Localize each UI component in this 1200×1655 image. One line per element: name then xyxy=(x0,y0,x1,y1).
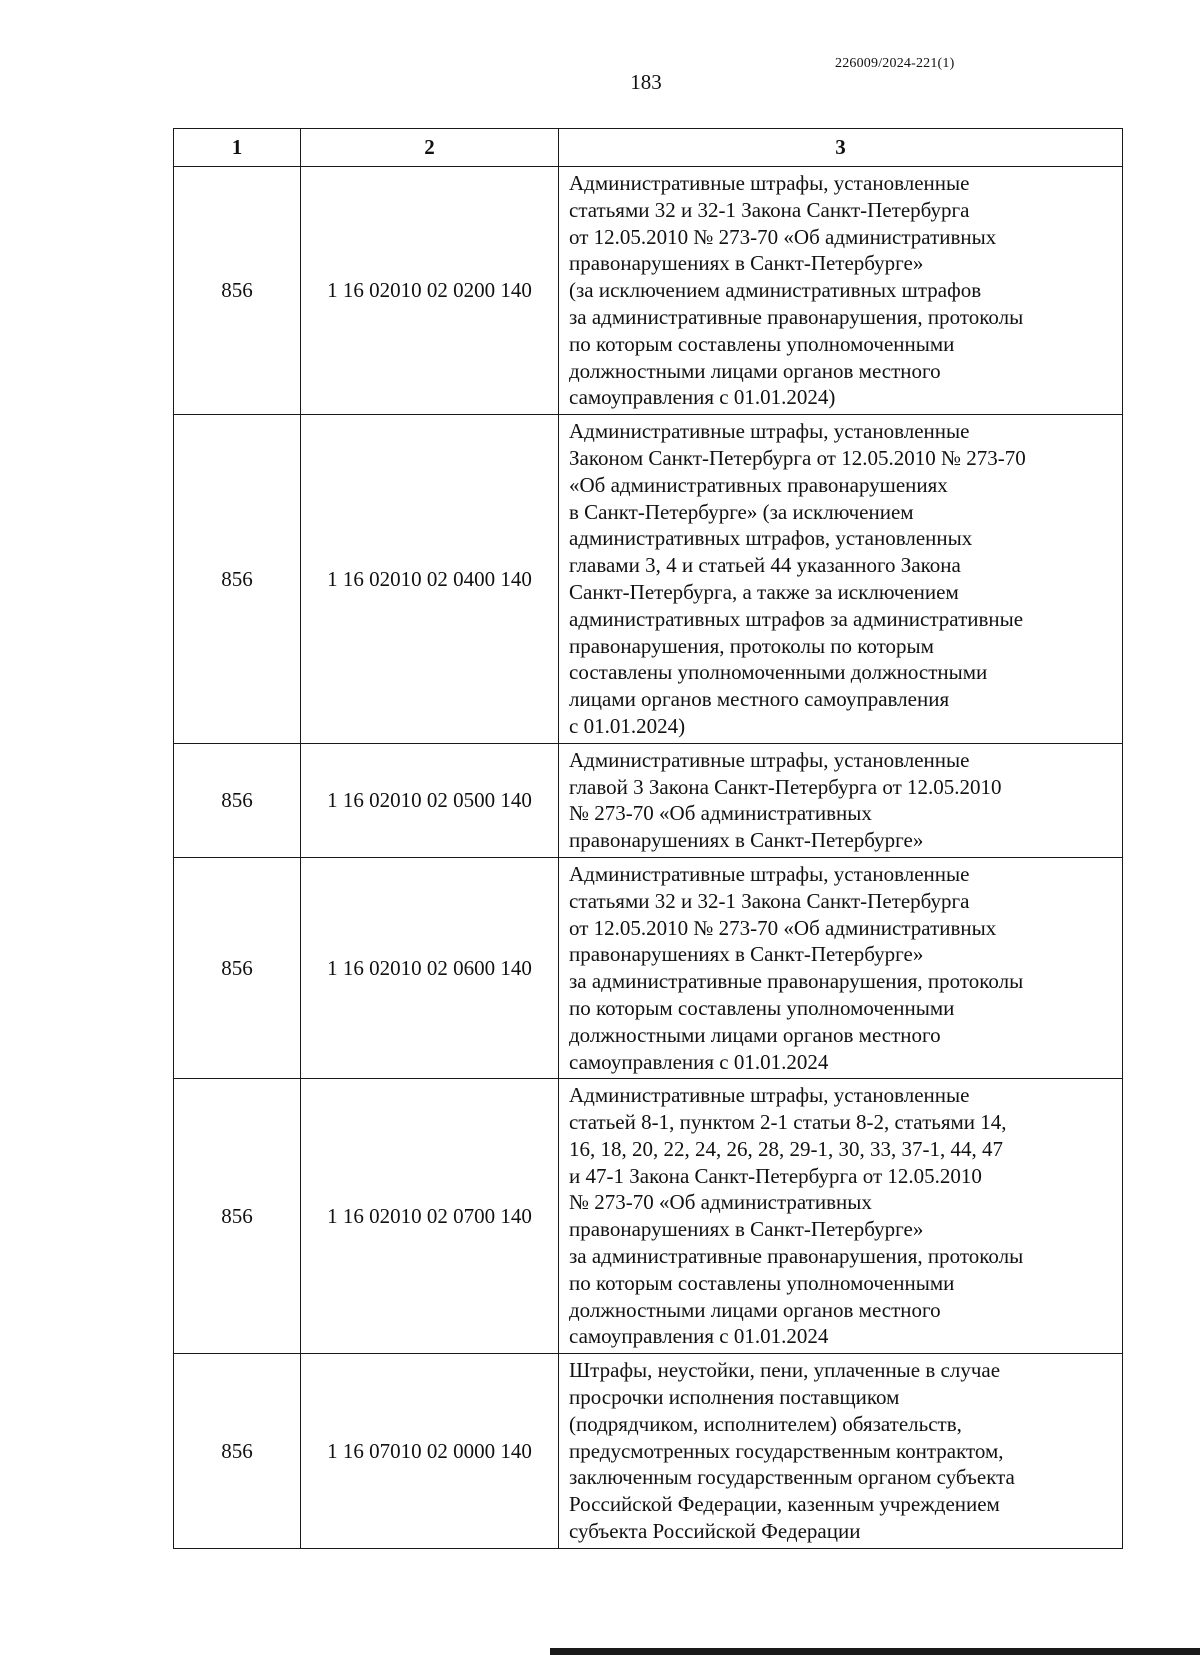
table-body xyxy=(174,167,1123,1549)
description-cell xyxy=(559,743,1123,857)
header-col-3: 3 xyxy=(559,129,1123,167)
description-cell xyxy=(559,1354,1123,1549)
page-number: 183 xyxy=(630,70,662,94)
description-text: Административные штрафы, установленные статьями 32 и 32-1 Закона Санкт-Петербурга от 12.05.2010 № 273-70 «Об административных правонарушениях в Санкт-Петербурге» (за исключением административных штрафов за административные правонарушения, протоколы по которым составлены уполномоченными должностными лицами органов местного самоуправления с 01.01.2024) xyxy=(569,171,1024,410)
admin-code-cell: 856 xyxy=(174,1079,301,1354)
revenue-code-table xyxy=(173,128,1122,1549)
scan-edge-bar xyxy=(550,1648,1200,1655)
description-cell xyxy=(559,857,1123,1078)
description-text: Административные штрафы, установленные Законом Санкт-Петербурга от 12.05.2010 № 273-70 «Об административных правонарушениях в Санкт-Петербурге» (за исключением административных штрафов, установленных главами 3, 4 и статьей 44 указанного Закона Санкт-Петербурга, а также за исключением административных штрафов за административные правонарушения, протоколы по которым составлены уполномоченными должностными лицами органов местного самоуправления с 01.01.2024) xyxy=(569,419,1026,738)
admin-code-cell: 856 xyxy=(174,415,301,744)
budget-code-cell: 1 16 07010 02 0000 140 xyxy=(301,1354,559,1549)
table-row xyxy=(174,857,1123,1078)
header-col-2: 2 xyxy=(301,129,559,167)
budget-code-cell: 1 16 02010 02 0500 140 xyxy=(301,743,559,857)
table xyxy=(173,128,1123,1549)
table-header xyxy=(174,129,1123,167)
document-id: 226009/2024-221(1) xyxy=(835,56,955,71)
admin-code-cell: 856 xyxy=(174,167,301,415)
header-col-1: 1 xyxy=(174,129,301,167)
table-row xyxy=(174,415,1123,744)
table-row xyxy=(174,1354,1123,1549)
table-row xyxy=(174,743,1123,857)
description-text: Административные штрафы, установленные статьей 8-1, пунктом 2-1 статьи 8-2, статьями 14, 16, 18, 20, 22, 24, 26, 28, 29-1, 30, 33, 37-1, 44, 47 и 47-1 Закона Санкт-Петербурга от 12.05.2010 № 273-70 «Об административных правонарушениях в Санкт-Петербурге» за административные правонарушения, протоколы по которым составлены уполномоченными должностными лицами органов местного самоуправления с 01.01.2024 xyxy=(569,1083,1024,1349)
description-cell xyxy=(559,167,1123,415)
budget-code-cell: 1 16 02010 02 0200 140 xyxy=(301,167,559,415)
admin-code-cell: 856 xyxy=(174,743,301,857)
table-row xyxy=(174,167,1123,415)
admin-code-cell: 856 xyxy=(174,1354,301,1549)
table-row xyxy=(174,1079,1123,1354)
description-text: Административные штрафы, установленные статьями 32 и 32-1 Закона Санкт-Петербурга от 12.05.2010 № 273-70 «Об административных правонарушениях в Санкт-Петербурге» за административные правонарушения, протоколы по которым составлены уполномоченными должностными лицами органов местного самоуправления с 01.01.2024 xyxy=(569,861,1024,1074)
budget-code-cell: 1 16 02010 02 0400 140 xyxy=(301,415,559,744)
budget-code-cell: 1 16 02010 02 0700 140 xyxy=(301,1079,559,1354)
description-text: Штрафы, неустойки, пени, уплаченные в случае просрочки исполнения поставщиком (подрядчиком, исполнителем) обязательств, предусмотренных государственным контрактом, заключенным государственным органом субъекта Российской Федерации, казенным учреждением субъекта Российской Федерации xyxy=(569,1358,1015,1544)
description-cell xyxy=(559,415,1123,744)
description-text: Административные штрафы, установленные главой 3 Закона Санкт-Петербурга от 12.05.2010 № 273-70 «Об административных правонарушениях в Санкт-Петербурге» xyxy=(569,747,1002,853)
description-cell xyxy=(559,1079,1123,1354)
budget-code-cell: 1 16 02010 02 0600 140 xyxy=(301,857,559,1078)
header-row xyxy=(174,129,1123,167)
admin-code-cell: 856 xyxy=(174,857,301,1078)
